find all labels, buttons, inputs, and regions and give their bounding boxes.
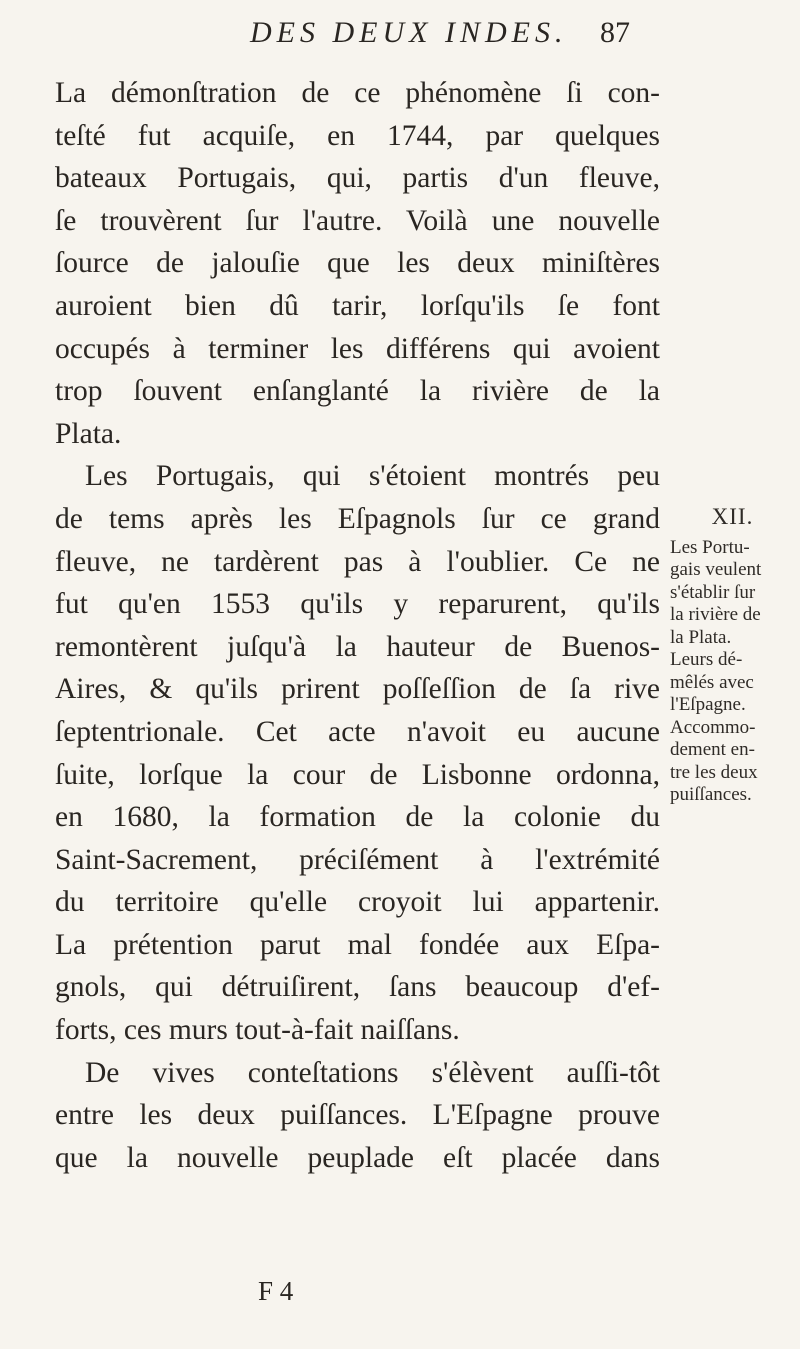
- text-line: entre les deux puiſſances. L'Eſpagne prouve: [55, 1099, 660, 1132]
- text-line: que la nouvelle peuplade eſt placée dans: [55, 1141, 660, 1174]
- text-line: remontèrent juſqu'à la hauteur de Buenos-: [55, 630, 660, 663]
- page-header: [0, 12, 800, 62]
- margin-note-line: Les Portu-: [670, 536, 750, 558]
- text-line: Aires, & qu'ils prirent poſſeſſion de ſa rive: [55, 673, 660, 706]
- margin-note-number: XII.: [711, 504, 754, 529]
- text-line: forts, ces murs tout-à-fait naiſſans.: [55, 1014, 460, 1047]
- paragraph-start-line: Les Portugais, qui s'étoient montrés peu: [85, 460, 660, 493]
- margin-note-line: puiſſances.: [670, 784, 752, 805]
- margin-note-line: gais veulent: [670, 559, 762, 580]
- text-line: fut qu'en 1553 qu'ils y reparurent, qu'ils: [55, 588, 660, 621]
- text-line: teſté fut acquiſe, en 1744, par quelques: [55, 119, 660, 152]
- text-line: en 1680, la formation de la colonie du: [55, 801, 660, 834]
- text-line: ſource de jalouſie que les deux miniſtères: [55, 247, 660, 280]
- text-line: de tems après les Eſpagnols ſur ce grand: [55, 502, 660, 535]
- text-line: auroient bien dû tarir, lorſqu'ils ſe font: [55, 289, 660, 322]
- margin-note-line: s'établir ſur: [670, 581, 756, 603]
- margin-note-line: tre les deux: [670, 761, 758, 783]
- text-line: occupés à terminer les différens qui avoient: [55, 332, 660, 365]
- margin-note-line: Accommo-: [670, 716, 756, 738]
- page-number: 87: [600, 16, 630, 49]
- margin-note-line: mêlés avec: [670, 671, 754, 693]
- margin-note-line: la rivière de: [670, 604, 761, 625]
- text-line: du territoire qu'elle croyoit lui appartenir.: [55, 886, 660, 919]
- margin-note-line: Leurs dé-: [670, 649, 743, 670]
- text-line: ſuite, lorſque la cour de Lisbonne ordonna,: [55, 758, 660, 791]
- text-line: fleuve, ne tardèrent pas à l'oublier. Ce ne: [55, 545, 660, 578]
- margin-note-line: la Plata.: [670, 626, 732, 648]
- text-line: La démonſtration de ce phénomène ſi con-: [55, 77, 660, 109]
- text-line: bateaux Portugais, qui, partis d'un fleuve,: [55, 162, 660, 195]
- signature-mark: F 4: [258, 1276, 294, 1306]
- text-line: Plata.: [55, 417, 122, 450]
- main-text: [55, 72, 660, 1179]
- margin-note-line: dement en-: [670, 739, 755, 760]
- margin-note-line: l'Eſpagne.: [670, 694, 746, 715]
- text-line: La prétention parut mal fondée aux Eſpa-: [55, 928, 660, 961]
- running-title: DES DEUX INDES.: [250, 16, 568, 49]
- margin-note: [670, 506, 795, 807]
- text-line: ſe trouvèrent ſur l'autre. Voilà une nouvelle: [55, 204, 660, 237]
- text-line: gnols, qui détruiſirent, ſans beaucoup d'ef-: [55, 971, 660, 1004]
- text-line: ſeptentrionale. Cet acte n'avoit eu aucune: [55, 715, 660, 748]
- text-line: trop ſouvent enſanglanté la rivière de la: [55, 375, 660, 408]
- text-line: Saint-Sacrement, préciſément à l'extrémité: [55, 843, 660, 876]
- paragraph-start-line: De vives conteſtations s'élèvent auſſi-tôt: [85, 1056, 660, 1089]
